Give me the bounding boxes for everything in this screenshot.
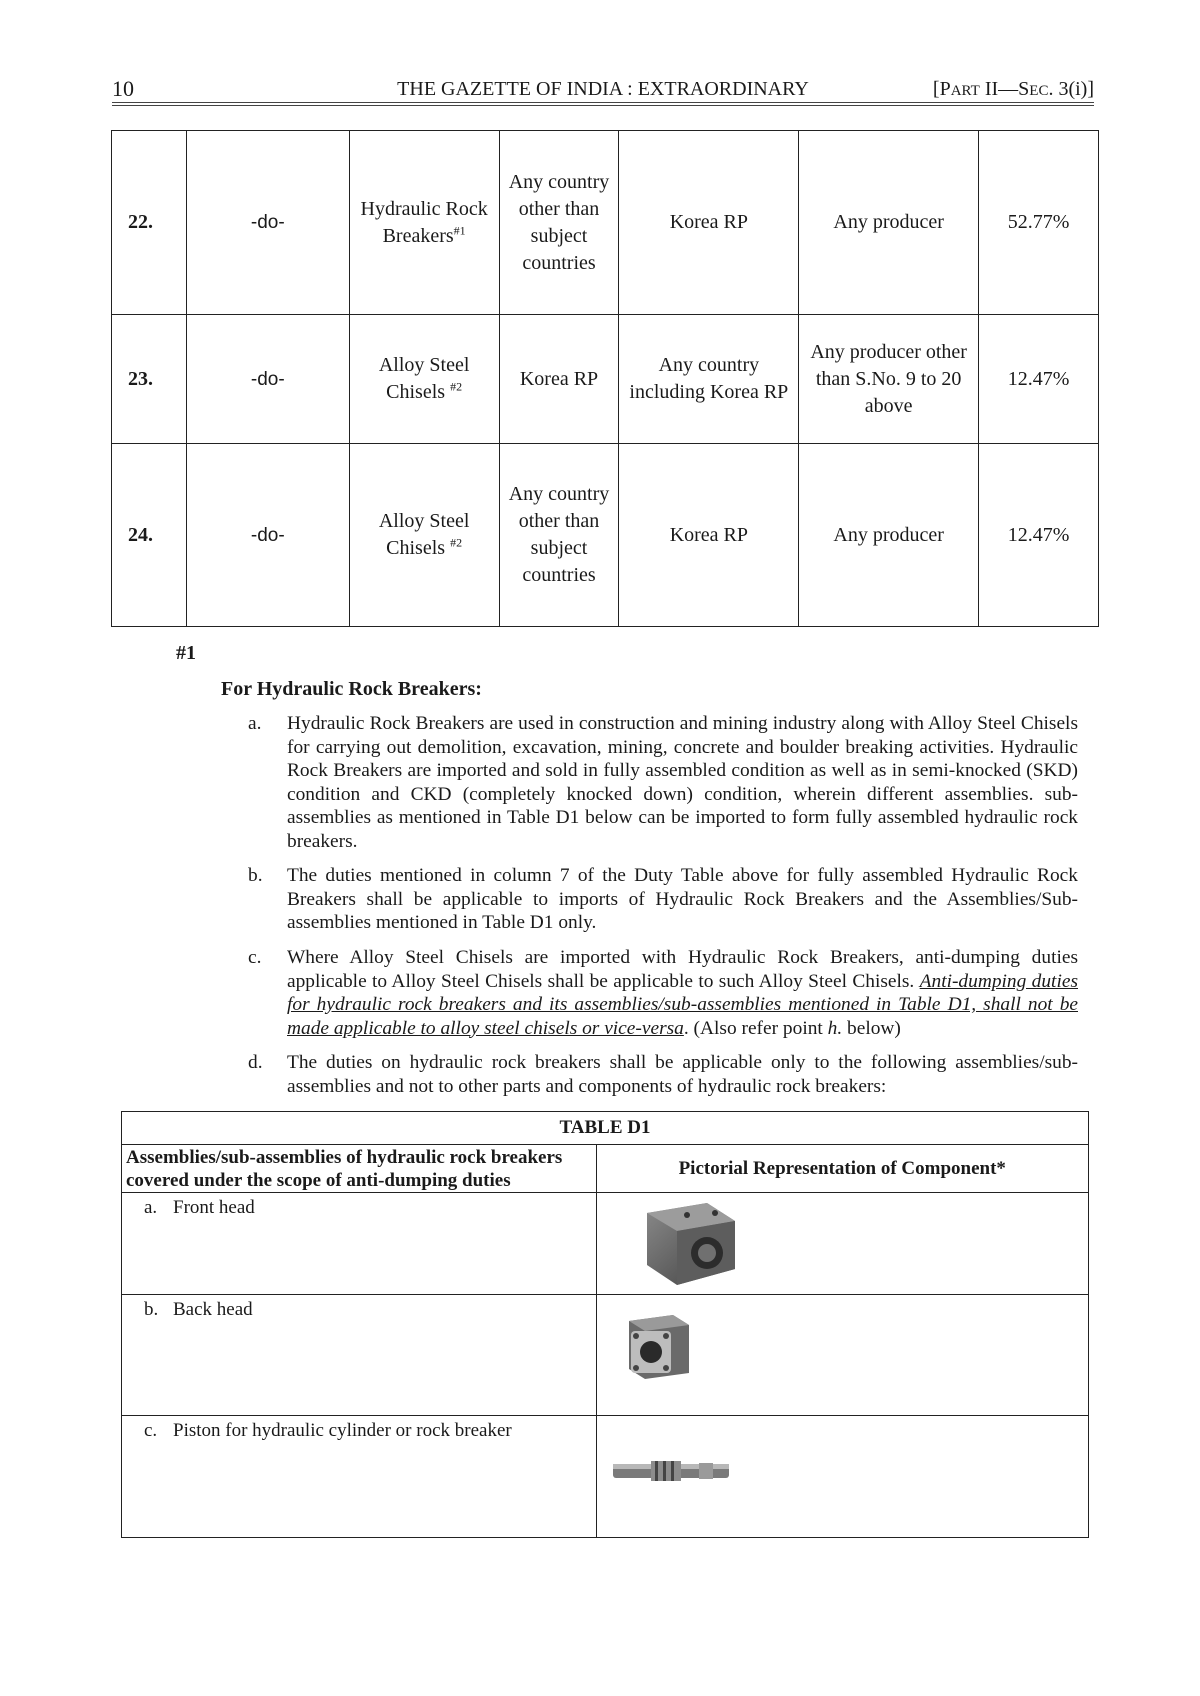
producer-cell: Any producer other than S.No. 9 to 20 above <box>799 315 979 444</box>
front-head-image <box>635 1199 745 1289</box>
producer-cell: Any producer <box>799 131 979 315</box>
note-item <box>248 864 1078 935</box>
component-item: a. Front head <box>122 1193 597 1295</box>
export-cell: Korea RP <box>619 444 799 627</box>
product-cell: Alloy Steel Chisels $^{\#2}$ <box>349 444 499 627</box>
note-item <box>248 712 1078 853</box>
note-text: Where Alloy Steel Chisels are imported with Hydraulic Rock Breakers, anti-dumping duties applicable to Alloy Steel Chisels shall be applicable to such Alloy Steel Chisels. Anti-dumping duties for hydraulic rock breakers and its assemblies/sub-assemblies mentioned in Table D1, shall not be made applicable to alloy steel chisels or vice-versa. (Also refer point h. below) <box>287 947 1078 1039</box>
underlined-clause: Anti-dumping duties for hydraulic rock breakers and its assemblies/sub-assemblies mentioned in Table D1, shall not be made applicable to alloy steel chisels or vice-versa <box>287 970 1078 1039</box>
table-row <box>112 315 1099 444</box>
column-header: Assemblies/sub-assemblies of hydraulic rock breakers covered under the scope of anti-dumping duties <box>122 1145 597 1193</box>
note-item <box>248 1051 1078 1098</box>
page-number: 10 <box>112 76 134 101</box>
export-cell: Korea RP <box>619 131 799 315</box>
table-d1 <box>121 1111 1089 1538</box>
duty-table <box>111 130 1099 627</box>
note-text: Hydraulic Rock Breakers are used in construction and mining industry along with Alloy Steel Chisels for carrying out demolition, excavation, mining, concrete and boulder breaking activities. Hydraulic Rock Breakers are imported and sold in fully assembled condition as well as in semi-knocked (SKD) condition and CKD (completely knocked down) condition, wherein different assemblies. sub-assemblies as mentioned in Table D1 below can be imported to form fully assembled hydraulic rock breakers. <box>287 713 1078 852</box>
ditto-cell: -do- <box>186 131 349 315</box>
origin-cell: Any country other than subject countries <box>499 131 619 315</box>
product-cell: Alloy Steel Chisels $^{\#2}$ <box>349 315 499 444</box>
producer-cell: Any producer <box>799 444 979 627</box>
note-letter: c. <box>248 947 262 968</box>
table-row <box>112 444 1099 627</box>
serial-number: 24. <box>112 444 187 627</box>
origin-cell: Any country other than subject countries <box>499 444 619 627</box>
duty-cell: 12.47% <box>979 315 1099 444</box>
component-item: b. Back head <box>122 1295 597 1416</box>
header-rule <box>112 105 1094 106</box>
note-text: The duties mentioned in column 7 of the Duty Table above for fully assembled Hydraulic Rock Breakers shall be applicable to imports of Hydraulic Rock Breakers and the Assemblies/Sub-assemblies mentioned in Table D1 only. <box>287 865 1078 933</box>
origin-cell: Korea RP <box>499 315 619 444</box>
component-picture-cell <box>596 1416 1088 1538</box>
ditto-cell: -do- <box>186 315 349 444</box>
serial-number: 23. <box>112 315 187 444</box>
ditto-cell: -do- <box>186 444 349 627</box>
gazette-title: THE GAZETTE OF INDIA : EXTRAORDINARY <box>397 78 809 100</box>
note-letter: d. <box>248 1052 263 1073</box>
note-item <box>248 946 1078 1040</box>
part-section-label: [PART II—SEC. 3(i)] <box>932 78 1094 100</box>
header-rule <box>112 102 1094 103</box>
note-letter: b. <box>248 865 263 886</box>
note-heading: For Hydraulic Rock Breakers: <box>221 678 482 700</box>
component-item: c. Piston for hydraulic cylinder or rock breaker <box>122 1416 597 1538</box>
serial-number: 22. <box>112 131 187 315</box>
table-caption: TABLE D1 <box>122 1112 1089 1145</box>
note-text: The duties on hydraulic rock breakers shall be applicable only to the following assemblies/sub-assemblies and not to other parts and components of hydraulic rock breakers: <box>287 1052 1078 1097</box>
back-head-image <box>623 1311 695 1383</box>
footnote-marker: #1 <box>176 642 196 664</box>
duty-cell: 12.47% <box>979 444 1099 627</box>
column-header: Pictorial Representation of Component* <box>596 1145 1088 1193</box>
note-letter: a. <box>248 713 262 734</box>
component-picture-cell <box>596 1193 1088 1295</box>
export-cell: Any country including Korea RP <box>619 315 799 444</box>
table-row <box>112 131 1099 315</box>
component-picture-cell <box>596 1295 1088 1416</box>
piston-image <box>611 1456 731 1486</box>
product-cell: Hydraulic Rock Breakers$^{\#1}$ <box>349 131 499 315</box>
duty-cell: 52.77% <box>979 131 1099 315</box>
page-header <box>112 76 1094 102</box>
